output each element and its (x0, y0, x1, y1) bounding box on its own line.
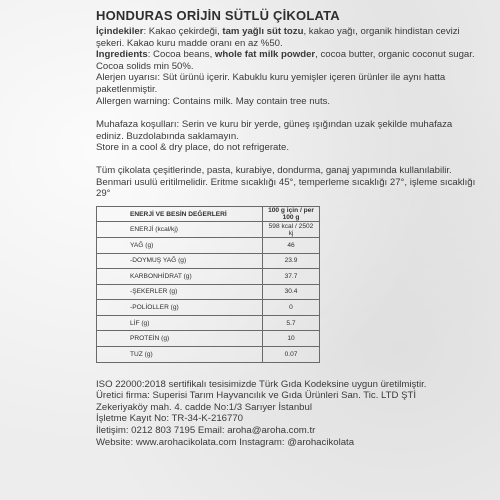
manufacturer: Üretici firma: Superisi Tarım Hayvancılık ve Gıda Ürünleri San. Tic. LTD ŞTİ (96, 390, 417, 402)
allergen-tr: Alerjen uyarısı: Süt ürünü içerir. Kabuklu kuru yemişler içeren ürünler ile aynı hatta paketlenmiştir. (96, 72, 446, 95)
nutrient-name: PROTEİN (g) (97, 331, 263, 347)
address: Zekeriyaköy mah. 4. cadde No:1/3 Sarıyer İstanbul (96, 401, 312, 413)
table-row (97, 331, 320, 347)
nutrient-name: -ŞEKERLER (g) (97, 284, 263, 300)
usage-tr: Tüm çikolata çeşitlerinde, pasta, kurabiye, dondurma, ganaj yapımında kullanılabilir. Benmari usulü eritilmelidir. Eritme sıcaklığı 45°, temperleme sıcaklığı 27°, işleme sıcaklığı 29° (96, 164, 476, 200)
nutrient-value: 23.9 (263, 253, 320, 269)
table-row (97, 284, 320, 300)
table-row (97, 300, 320, 316)
ingredients-tr (96, 26, 478, 49)
table-row (97, 237, 320, 253)
nutrition-header-row (97, 206, 320, 222)
nutrient-value: 0 (263, 300, 320, 316)
nutrition-header-label: ENERJİ VE BESİN DEĞERLERİ (97, 206, 263, 222)
nutrient-value: 37.7 (263, 269, 320, 285)
ingredients-tr-part2: , kakao yağı, organik hindistan cevizi şekeri. Kakao kuru madde oranı en az %50. (96, 26, 460, 49)
nutrient-name: YAĞ (g) (97, 237, 263, 253)
ingredients-tr-part1: : Kakao çekirdeği, (143, 26, 223, 37)
ingredients-en-label: Ingredients (96, 49, 148, 61)
license-number: İşletme Kayıt No: TR-34-K-216770 (96, 413, 243, 425)
ingredients-en-milk: whole fat milk powder (214, 49, 316, 61)
table-row (97, 222, 320, 238)
nutrition-table (96, 206, 320, 363)
ingredients-tr-milk: tam yağlı süt tozu (222, 26, 304, 37)
storage-tr: Muhafaza koşulları: Serin ve kuru bir yerde, güneş ışığından uzak şekilde muhafaza ediniz. Buzdolabında saklamayın. (96, 119, 453, 142)
nutrient-value: 46 (263, 237, 320, 253)
table-row (97, 269, 320, 285)
table-row (97, 253, 320, 269)
nutrient-name: -POLİOLLER (g) (97, 300, 263, 316)
nutrient-value: 5.7 (263, 315, 320, 331)
website: Website: www.arohacikolata.com Instagram: @arohacikolata (96, 436, 355, 448)
allergen-en: Allergen warning: Contains milk. May contain tree nuts. (96, 95, 331, 107)
nutrient-name: TUZ (g) (97, 347, 263, 363)
nutrient-value: 30.4 (263, 284, 320, 300)
cocoa-solids: Cocoa solids min 50%. (96, 60, 194, 72)
nutrient-value: 0.07 (263, 347, 320, 363)
nutrient-value: 10 (263, 331, 320, 347)
nutrient-name: LİF (g) (97, 315, 263, 331)
nutrient-name: ENERJİ (kcal/kj) (97, 222, 263, 238)
contact: İletişim: 0212 803 7195 Email: aroha@aroha.com.tr (96, 425, 316, 437)
iso-statement: ISO 22000:2018 sertifikalı tesisimizde Türk Gıda Kodeksine uygun üretilmiştir. (96, 378, 427, 390)
nutrient-value: 598 kcal / 2502 kj (263, 222, 320, 238)
product-title: HONDURAS ORİJİN SÜTLÜ ÇİKOLATA (96, 8, 340, 23)
storage-en: Store in a cool & dry place, do not refrigerate. (96, 142, 290, 154)
ingredients-en-part2: , cocoa butter, organic coconut sugar. (315, 49, 475, 61)
table-row (97, 347, 320, 363)
ingredients-en (96, 49, 478, 61)
ingredients-en-part1: : Cocoa beans, (147, 49, 215, 61)
nutrition-header-value: 100 g için / per 100 g (263, 206, 320, 222)
table-row (97, 315, 320, 331)
nutrient-name: KARBONHİDRAT (g) (97, 269, 263, 285)
ingredients-tr-label: İçindekiler (96, 26, 144, 37)
footer (96, 379, 478, 449)
nutrient-name: -DOYMUŞ YAĞ (g) (97, 253, 263, 269)
